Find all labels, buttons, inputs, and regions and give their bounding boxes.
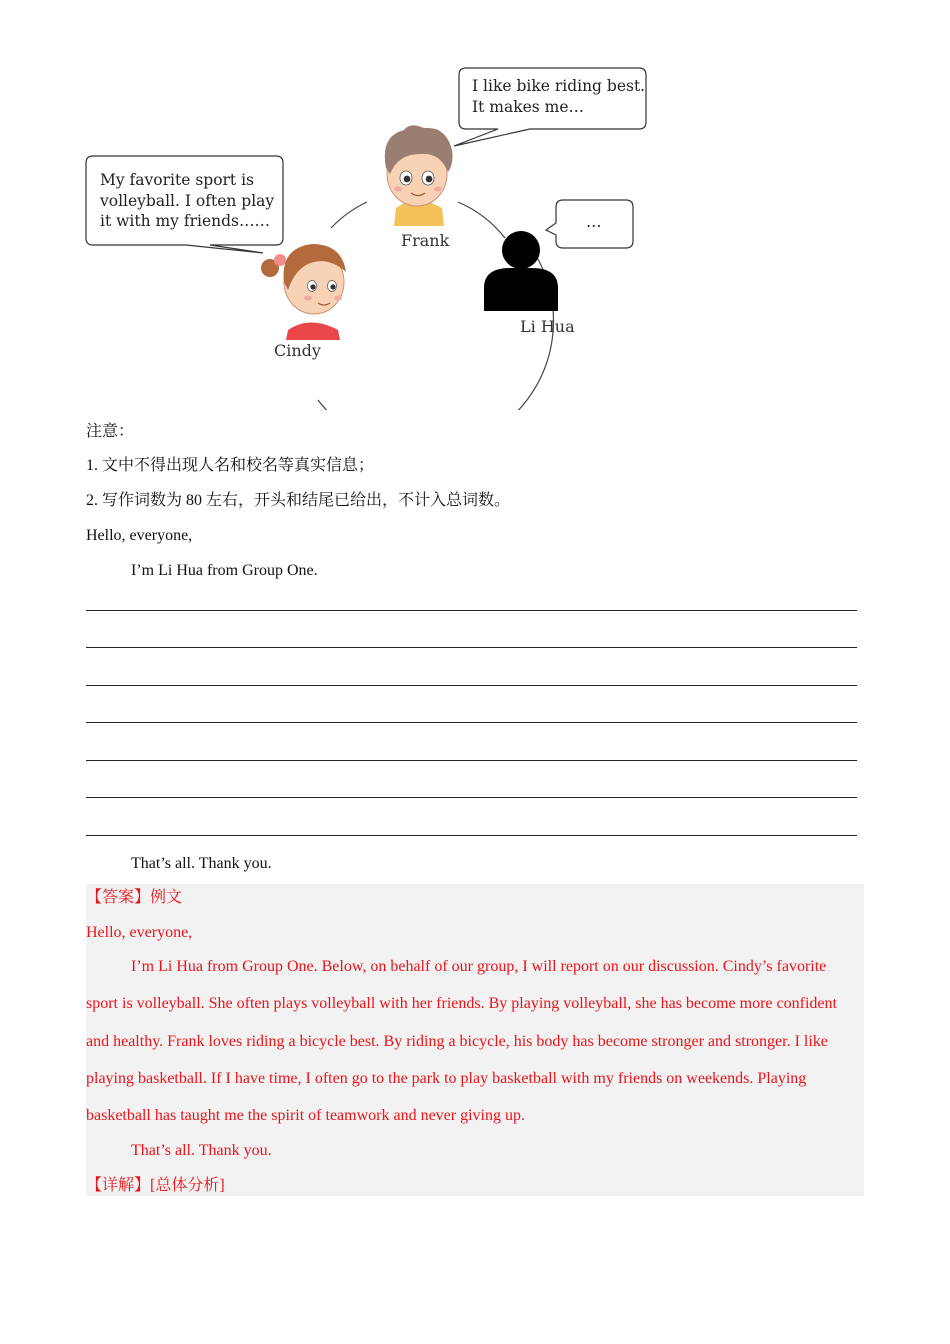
letter-greeting: Hello, everyone, — [86, 527, 193, 544]
frank-bubble-text: I like bike riding best. It makes me… — [472, 77, 646, 116]
frank-name: Frank — [401, 231, 450, 250]
frank-avatar — [385, 125, 453, 226]
notes-heading: 注意： — [86, 423, 135, 440]
cindy-name: Cindy — [274, 341, 321, 360]
note-item-1: 1. 文中不得出现人名和校名等真实信息； — [86, 457, 375, 474]
answer-body: I’m Li Hua from Group One. Below, on behalf of our group, I will report on our discussion. Cindy’s favorite sport is volleyball. She often plays volleyball with her friends. By playing volleyball, she has become more confident and healthy. Frank loves riding a bicycle best. By riding a bicycle, his body has become stronger and stronger. I like playing basketball. If I have time, I often go to the park to play basketball with my friends on weekends. Playing basketball has taught me the spirit of teamwork and never giving up. — [86, 958, 837, 1125]
arc-right — [458, 202, 505, 238]
note-item-2: 2. 写作词数为 80 左右，开头和结尾已给出，不计入总词数。 — [86, 492, 511, 509]
writing-line[interactable] — [86, 722, 857, 723]
writing-line[interactable] — [86, 797, 857, 798]
writing-line[interactable] — [86, 835, 857, 836]
lihua-silhouette — [484, 231, 558, 311]
answer-label: 【答案】例文 — [86, 889, 183, 906]
writing-line[interactable] — [86, 647, 857, 648]
lihua-name: Li Hua — [520, 317, 575, 336]
sports-discussion-figure — [80, 60, 680, 410]
letter-opening: I’m Li Hua from Group One. — [131, 562, 318, 579]
writing-line[interactable] — [86, 685, 857, 686]
lihua-bubble-text: … — [586, 213, 602, 231]
cindy-bubble-text: My favorite sport is volleyball. I often play it with my friends…… — [100, 171, 275, 230]
answer-closing: That’s all. Thank you. — [131, 1142, 272, 1159]
writing-line[interactable] — [86, 760, 857, 761]
detail-label: 【详解】[总体分析] — [86, 1177, 225, 1194]
writing-line[interactable] — [86, 610, 857, 611]
cindy-avatar — [261, 244, 346, 340]
arc-left — [331, 202, 367, 228]
answer-greeting: Hello, everyone, — [86, 924, 193, 941]
letter-closing: That’s all. Thank you. — [131, 855, 272, 872]
